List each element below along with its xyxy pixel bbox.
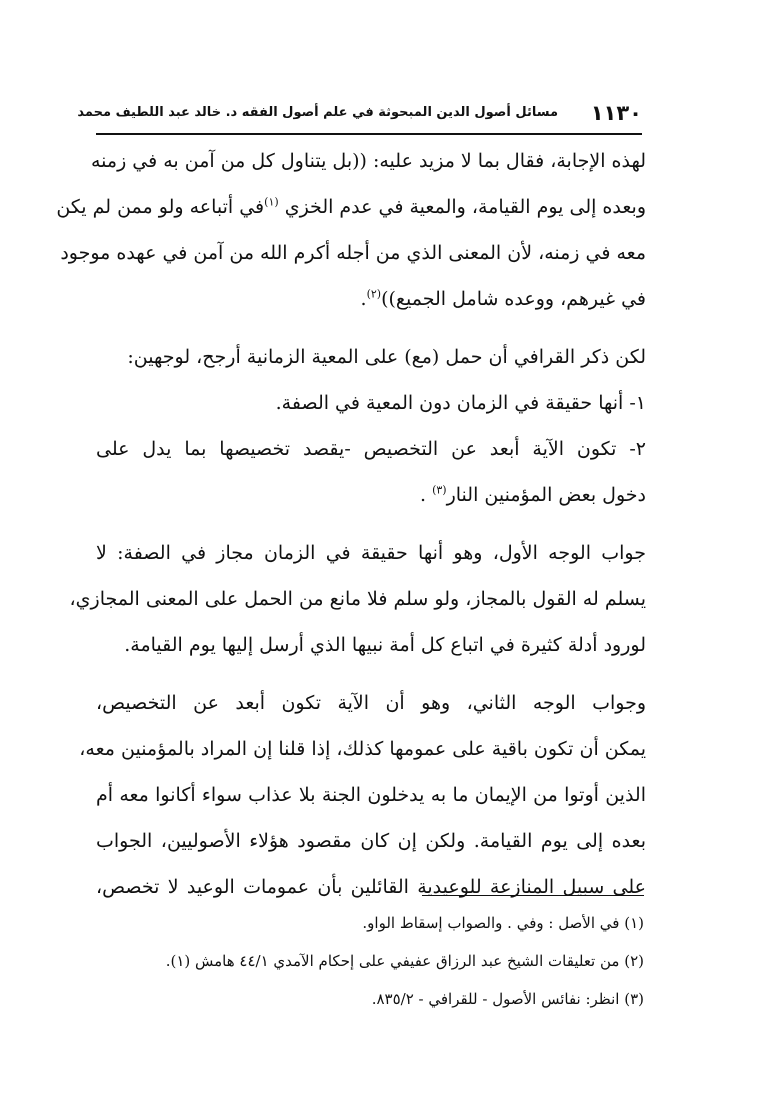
text-line: [96, 276, 646, 322]
text-line: لورود أدلة كثيرة في اتباع كل أمة نبيها الذي أرسل إليها يوم القيامة.: [124, 634, 646, 656]
footnote: (١) في الأصل : وفي . والصواب إسقاط الواو.: [362, 914, 644, 932]
text-line: جواب الوجه الأول، وهو أنها حقيقة في الزمان مجاز في الصفة: لا: [96, 542, 646, 564]
text-line: [56, 184, 646, 230]
text-line: ١- أنها حقيقة في الزمان دون المعية في الصفة.: [275, 392, 646, 414]
running-header: [77, 99, 642, 135]
text-segment: دخول بعض المؤمنين النار: [446, 484, 646, 506]
footnote-ref[interactable]: (٣): [432, 483, 447, 497]
text-segment: في أتباعه ولو ممن لم يكن: [56, 196, 265, 218]
footnotes: [96, 904, 644, 1018]
text-line: وجواب الوجه الثاني، وهو أن الآية تكون أبعد عن التخصيص،: [96, 692, 646, 714]
text-line: لكن ذكر القرافي أن حمل (مع) على المعية الزمانية أرجح، لوجهين:: [127, 346, 646, 368]
main-text: [56, 138, 646, 910]
text-segment: .: [360, 288, 367, 310]
text-line: على سبيل المنازعة للوعيدية القائلين بأن عمومات الوعيد لا تخصص،: [96, 876, 646, 898]
footnote-ref[interactable]: (١): [264, 195, 279, 209]
header-title: مسائل أصول الدين المبحوثة في علم أصول الفقه د. خالد عبد اللطيف محمد: [77, 105, 558, 120]
text-segment: وبعده إلى يوم القيامة، والمعية في عدم الخزي: [278, 196, 646, 218]
page-number: ١١٣٠: [590, 101, 642, 125]
text-line: يمكن أن تكون باقية على عمومها كذلك، إذا قلنا إن المراد بالمؤمنين معه،: [79, 738, 646, 760]
text-segment: في غيرهم، ووعده شامل الجميع)): [381, 288, 646, 310]
text-line: [96, 472, 646, 518]
footnote-divider: [422, 895, 644, 896]
footnote-ref[interactable]: (٢): [366, 287, 382, 301]
text-line: لهذه الإجابة، فقال بما لا مزيد عليه: ((بل يتناول كل من آمن به في زمنه: [90, 150, 646, 172]
footnote: (٣) انظر: نفائس الأصول - للقرافي - ٨٣٥/٢.: [371, 990, 644, 1008]
text-segment: .: [419, 484, 433, 506]
text-line: يسلم له القول بالمجاز، ولو سلم فلا مانع من الحمل على المعنى المجازي،: [69, 588, 646, 610]
text-line: بعده إلى يوم القيامة. ولكن إن كان مقصود هؤلاء الأصوليين، الجواب: [96, 830, 646, 852]
footnote: (٢) من تعليقات الشيخ عبد الرزاق عفيفي على إحكام الآمدي ٤٤/١ هامش (١).: [165, 952, 644, 970]
text-line: الذين أوتوا من الإيمان ما به يدخلون الجنة بلا عذاب سواء أكانوا معه أم: [96, 784, 646, 806]
text-line: ٢- تكون الآية أبعد عن التخصيص -يقصد تخصيصها بما يدل على: [96, 438, 646, 460]
text-line: معه في زمنه، لأن المعنى الذي من أجله أكرم الله من آمن في عهده موجود: [60, 242, 646, 264]
